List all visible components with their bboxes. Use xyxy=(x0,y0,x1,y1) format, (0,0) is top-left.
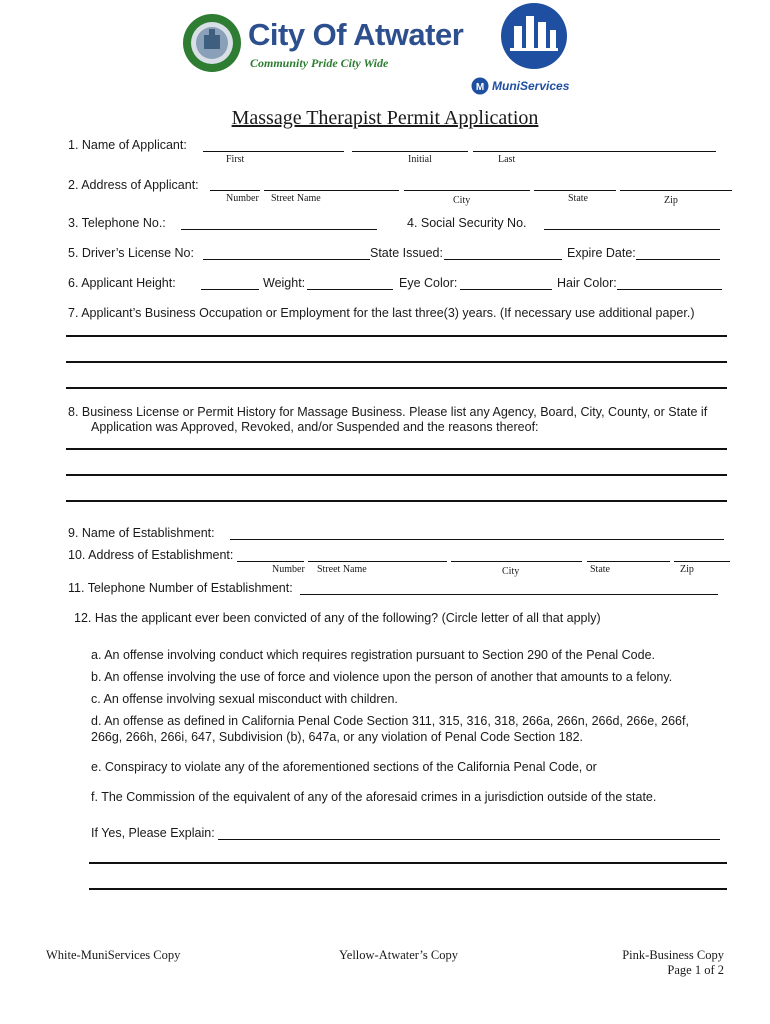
q9-label: 9. Name of Establishment: xyxy=(68,526,215,540)
muniservices-logo-icon xyxy=(500,2,568,70)
muniservices-badge-icon xyxy=(471,77,489,95)
address-state-field[interactable] xyxy=(534,190,616,191)
telephone-field[interactable] xyxy=(181,229,377,230)
q5-expire-label: Expire Date: xyxy=(567,246,636,260)
q12-option-d-line-2[interactable]: 266g, 266h, 266i, 647, Subdivision (b), 647a, or any violation of Penal Code Section 182. xyxy=(91,730,584,744)
q10-label: 10. Address of Establishment: xyxy=(68,548,234,562)
establishment-number-field[interactable] xyxy=(237,561,304,562)
muniservices-wordmark: MuniServices xyxy=(492,79,570,93)
last-name-field[interactable] xyxy=(473,151,716,152)
state-issued-field[interactable] xyxy=(444,259,562,260)
q7-label: 7. Applicant’s Business Occupation or Employment for the last three(3) years. (If necessary use additional paper.) xyxy=(68,306,695,320)
expire-date-field[interactable] xyxy=(636,259,720,260)
establishment-telephone-field[interactable] xyxy=(300,594,718,595)
address-zip-field[interactable] xyxy=(620,190,732,191)
explain-answer-line-2[interactable] xyxy=(89,888,727,890)
drivers-license-field[interactable] xyxy=(203,259,370,260)
q3-label: 3. Telephone No.: xyxy=(68,216,166,230)
q7-answer-line-1[interactable] xyxy=(66,335,727,337)
q12-option-c[interactable]: c. An offense involving sexual misconduct with children. xyxy=(91,692,398,706)
city-tagline: Community Pride City Wide xyxy=(250,56,389,70)
q1-label: 1. Name of Applicant: xyxy=(68,138,187,152)
footer-pink-copy: Pink-Business Copy xyxy=(622,948,724,962)
zip-label: Zip xyxy=(664,195,678,206)
last-label: Last xyxy=(498,154,516,165)
q2-label: 2. Address of Applicant: xyxy=(68,178,199,192)
footer-yellow-copy: Yellow-Atwater’s Copy xyxy=(339,948,458,962)
q8-label-line-2: Application was Approved, Revoked, and/or Suspended and the reasons thereof: xyxy=(91,420,539,434)
establishment-zip-label: Zip xyxy=(680,564,694,575)
q5-state-label: State Issued: xyxy=(370,246,443,260)
height-field[interactable] xyxy=(201,289,259,290)
first-name-field[interactable] xyxy=(203,151,344,152)
q11-label: 11. Telephone Number of Establishment: xyxy=(68,581,293,595)
q7-answer-line-3[interactable] xyxy=(66,387,727,389)
establishment-city-field[interactable] xyxy=(451,561,582,562)
number-label: Number xyxy=(226,193,259,204)
q8-answer-line-3[interactable] xyxy=(66,500,727,502)
footer-page-number: Page 1 of 2 xyxy=(667,963,724,977)
establishment-name-field[interactable] xyxy=(230,539,724,540)
svg-text:M: M xyxy=(475,82,485,93)
establishment-state-label: State xyxy=(590,564,610,575)
form-title: Massage Therapist Permit Application xyxy=(231,107,539,129)
q8-answer-line-2[interactable] xyxy=(66,474,727,476)
ssn-field[interactable] xyxy=(544,229,720,230)
footer-white-copy: White-MuniServices Copy xyxy=(46,948,181,962)
eye-color-field[interactable] xyxy=(460,289,552,290)
initial-field[interactable] xyxy=(352,151,468,152)
explain-label: If Yes, Please Explain: xyxy=(91,826,215,840)
q6-eye-label: Eye Color: xyxy=(399,276,458,290)
q6-weight-label: Weight: xyxy=(263,276,306,290)
establishment-street-field[interactable] xyxy=(308,561,447,562)
q5-license-label: 5. Driver’s License No: xyxy=(68,246,194,260)
explain-answer-line-1[interactable] xyxy=(89,862,727,864)
q12-option-f[interactable]: f. The Commission of the equivalent of any of the aforesaid crimes in a jurisdiction outside of the state. xyxy=(91,790,657,804)
city-label: City xyxy=(453,195,471,206)
state-label: State xyxy=(568,193,588,204)
q12-option-a[interactable]: a. An offense involving conduct which requires registration pursuant to Section 290 of the Penal Code. xyxy=(91,648,656,662)
hair-color-field[interactable] xyxy=(617,289,722,290)
q12-option-b[interactable]: b. An offense involving the use of force and violence upon the person of another that amounts to a felony. xyxy=(91,670,673,684)
establishment-state-field[interactable] xyxy=(587,561,670,562)
establishment-city-label: City xyxy=(502,566,520,577)
q12-option-d-line-1[interactable]: d. An offense as defined in California Penal Code Section 311, 315, 316, 318, 266a, 266n, 266d, 266e, 266f, xyxy=(91,714,689,728)
address-street-field[interactable] xyxy=(264,190,399,191)
q7-answer-line-2[interactable] xyxy=(66,361,727,363)
initial-label: Initial xyxy=(408,154,432,165)
street-name-label: Street Name xyxy=(271,193,321,204)
q6-hair-label: Hair Color: xyxy=(557,276,617,290)
establishment-zip-field[interactable] xyxy=(674,561,730,562)
weight-field[interactable] xyxy=(307,289,393,290)
establishment-number-label: Number xyxy=(272,564,305,575)
address-number-field[interactable] xyxy=(210,190,260,191)
explain-field[interactable] xyxy=(218,839,720,840)
first-label: First xyxy=(226,154,245,165)
q8-answer-line-1[interactable] xyxy=(66,448,727,450)
q12-option-e[interactable]: e. Conspiracy to violate any of the aforementioned sections of the California Penal Code, or xyxy=(91,760,597,774)
q4-label: 4. Social Security No. xyxy=(407,216,527,230)
q6-height-label: 6. Applicant Height: xyxy=(68,276,176,290)
city-seal-icon xyxy=(182,13,242,73)
establishment-street-label: Street Name xyxy=(317,564,367,575)
q12-label: 12. Has the applicant ever been convicted of any of the following? (Circle letter of all that apply) xyxy=(74,611,601,625)
q8-label-line-1: 8. Business License or Permit History for Massage Business. Please list any Agency, Board, City, County, or State if xyxy=(68,405,708,419)
address-city-field[interactable] xyxy=(404,190,530,191)
city-name: City Of Atwater xyxy=(248,17,464,52)
